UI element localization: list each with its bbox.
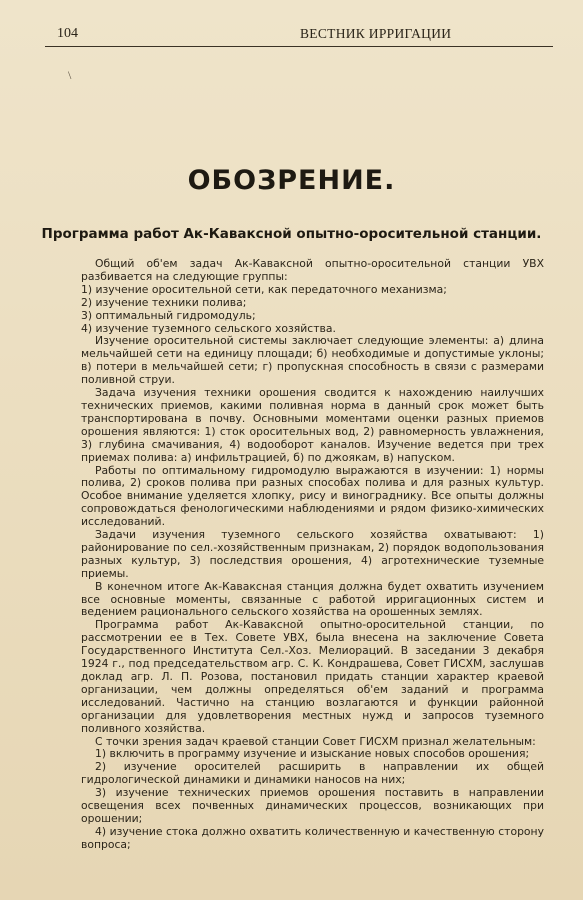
journal-title: ВЕСТНИК ИРРИГАЦИИ [300,26,452,41]
margin-mark: \ [68,68,72,82]
list-item: 4) изучение туземного сельского хозяйства. [81,321,336,335]
paragraph: Задача изучения техники орошения сводится к нахождению наилучших технических приемов, какими поливная норма в данный срок может быть транспортирована в почву. Основными моментами оценки разных приемов орошения являются: 1) сток оросительных вод, 2) равномерность увлажнения, 3) глубина смачивания, 4) водооборот каналов. Изучение ведется при трех приемах полива: а) инфильтрацией, б) по джоякам, в) напуском. [81,386,544,464]
article-body [81,258,544,852]
paragraph: Программа работ Ак-Каваксной опытно-оросительной станции, по рассмотрении ее в Тех. Совете УВХ, была внесена на заключение Совета Государственного Института Сел.-Хоз. Мелиораций. В заседании 3 декабря 1924 г., под председательством агр. С. К. Кондрашева, Совет ГИСХМ, заслушав доклад агр. Л. П. Розова, постановил придать станции характер краевой организации, чем должны определяться об'ем заданий и программа исследований. Частично на станцию возлагаются и функции районной организации для удовлетворения местных нужд и запросов туземного поливного хозяйства. [81,618,544,735]
list-item: 1) изучение оросительной сети, как передаточного механизма; [81,282,447,296]
paragraph: Общий об'ем задач Ак-Каваксной опытно-оросительной станции УВХ разбивается на следующие группы: [81,257,544,283]
paragraph: В конечном итоге Ак-Каваксная станция должна будет охватить изучением все основные моменты, связанные с работой ирригационных систем и ведением рационального сельского хозяйства на орошенных землях. [81,579,544,619]
list-item: 3) изучение технических приемов орошения поставить в направлении освещения всех почвенных динамических процессов, возникающих при орошении; [81,786,544,825]
list-item: 3) оптимальный гидромодуль; [81,308,256,322]
list-item: 4) изучение стока должно охватить количественную и качественную сторону вопроса; [81,824,544,851]
article-title: Программа работ Ак-Каваксной опытно-оросительной станции. [41,226,542,242]
list-item: 2) изучение техники полива; [81,295,247,309]
paragraph: Изучение оросительной системы заключает следующие элементы: а) длина мельчайшей сети на единицу площади; б) необходимые и допустимые уклоны; в) потери в мельчайшей сети; г) пропускная способность в связи с размерами поливной струи. [81,334,544,387]
running-header [45,20,553,47]
list-item: 1) включить в программу изучение и изыскание новых способов орошения; [95,747,530,761]
paragraph: Задачи изучения туземного сельского хозяйства охватывают: 1) районирование по сел.-хозяйственным признакам, 2) порядок водопользования разных культур, 3) последствия орошения, 4) агротехнические туземные приемы. [81,528,544,580]
paragraph: Работы по оптимальному гидромодулю выражаются в изучении: 1) нормы полива, 2) сроков полива при разных способах полива и для разных культур. Особое внимание уделяется хлопку, рису и винограднику. Все опыты должны сопровождаться фенологическими наблюдениями и рядом физико-химических исследований. [81,463,544,529]
list-item: 2) изучение оросителей расширить в направлении их общей гидрологической динамики и динамики наносов на них; [81,760,544,787]
page-number: 104 [57,26,78,41]
paragraph: С точки зрения задач краевой станции Совет ГИСХМ признал желательным: [95,734,536,748]
section-title: ОБОЗРЕНИЕ. [187,165,396,196]
